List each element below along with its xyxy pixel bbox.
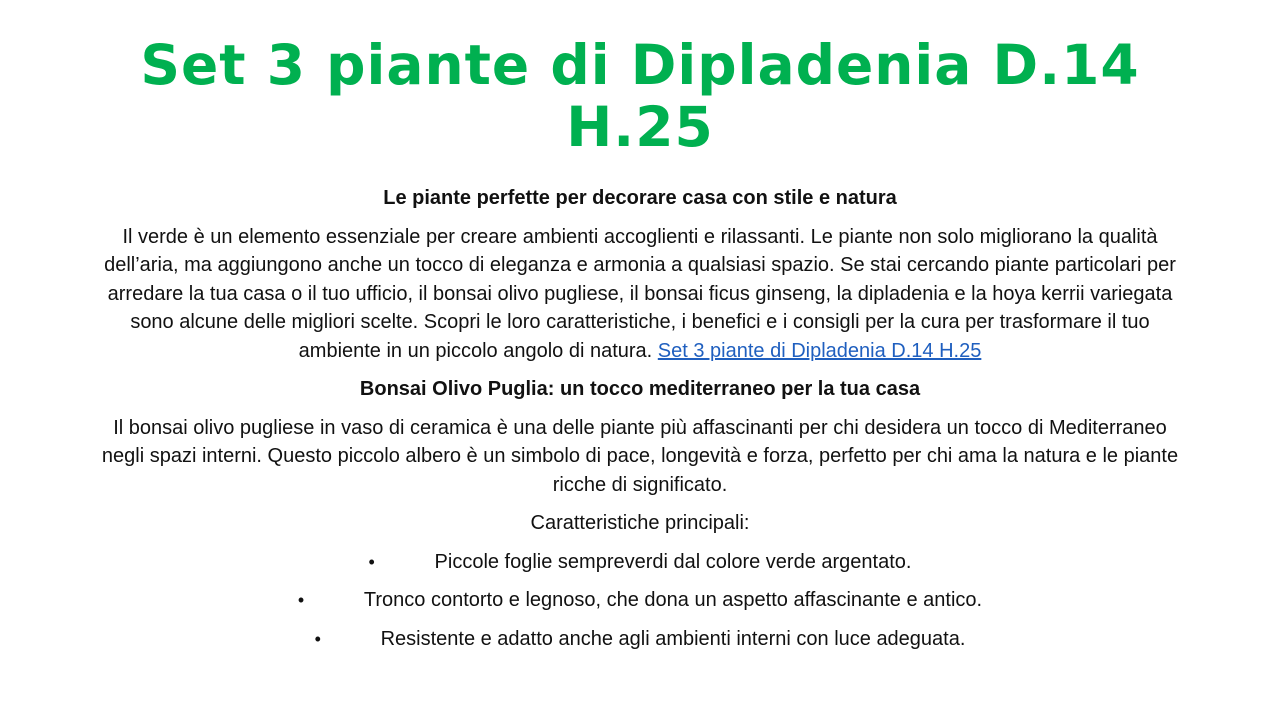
slide-title: Set 3 piante di Dipladenia D.14 H.25 — [140, 33, 1140, 159]
list-item-text: Piccole foglie sempreverdi dal colore verde argentato. — [434, 550, 912, 573]
features-label: Caratteristiche principali: — [530, 512, 750, 534]
section-paragraph: Il bonsai olivo pugliese in vaso di ceramica è una delle piante più affascinanti per chi desidera un tocco di Mediterraneo negli spazi interni. Questo piccolo albero è un simbolo di pace, longevità e forza, perfetto per chi ama la natura e le piante ricche di significato. — [101, 416, 1179, 496]
intro-text: Il verde è un elemento essenziale per creare ambienti accoglienti e rilassanti. Le piante non solo migliorano la qualità dell’aria, ma aggiungono anche un tocco di eleganza e armonia a qualsiasi spazio. Se stai cercando piante particolari per arredare la tua casa o il tuo ufficio, il bonsai olivo pugliese, il bonsai ficus ginseng, la dipladenia e la hoya kerrii variegata sono alcune delle migliori scelte. Scopri le loro caratteristiche, i benefici e i consigli per la cura per trasformare il tuo ambiente in un piccolo angolo di natura. — [104, 225, 1176, 362]
product-link[interactable]: Set 3 piante di Dipladenia D.14 H.25 — [657, 339, 982, 362]
intro-paragraph — [100, 223, 1180, 366]
list-item-text: Tronco contorto e legnoso, che dona un aspetto affascinante e antico. — [363, 589, 983, 611]
slide-body — [100, 184, 1180, 663]
list-item-text: Resistente e adatto anche agli ambienti interni con luce adeguata. — [380, 627, 966, 650]
bullet-icon: • — [297, 590, 305, 610]
list-item — [100, 586, 1180, 615]
section-heading: Bonsai Olivo Puglia: un tocco mediterraneo per la tua casa — [359, 378, 921, 400]
list-item — [100, 625, 1180, 654]
features-list — [100, 548, 1180, 654]
bullet-icon: • — [368, 551, 375, 572]
bullet-icon: • — [314, 628, 321, 649]
list-item — [100, 548, 1180, 577]
subtitle: Le piante perfette per decorare casa con stile e natura — [383, 187, 897, 209]
